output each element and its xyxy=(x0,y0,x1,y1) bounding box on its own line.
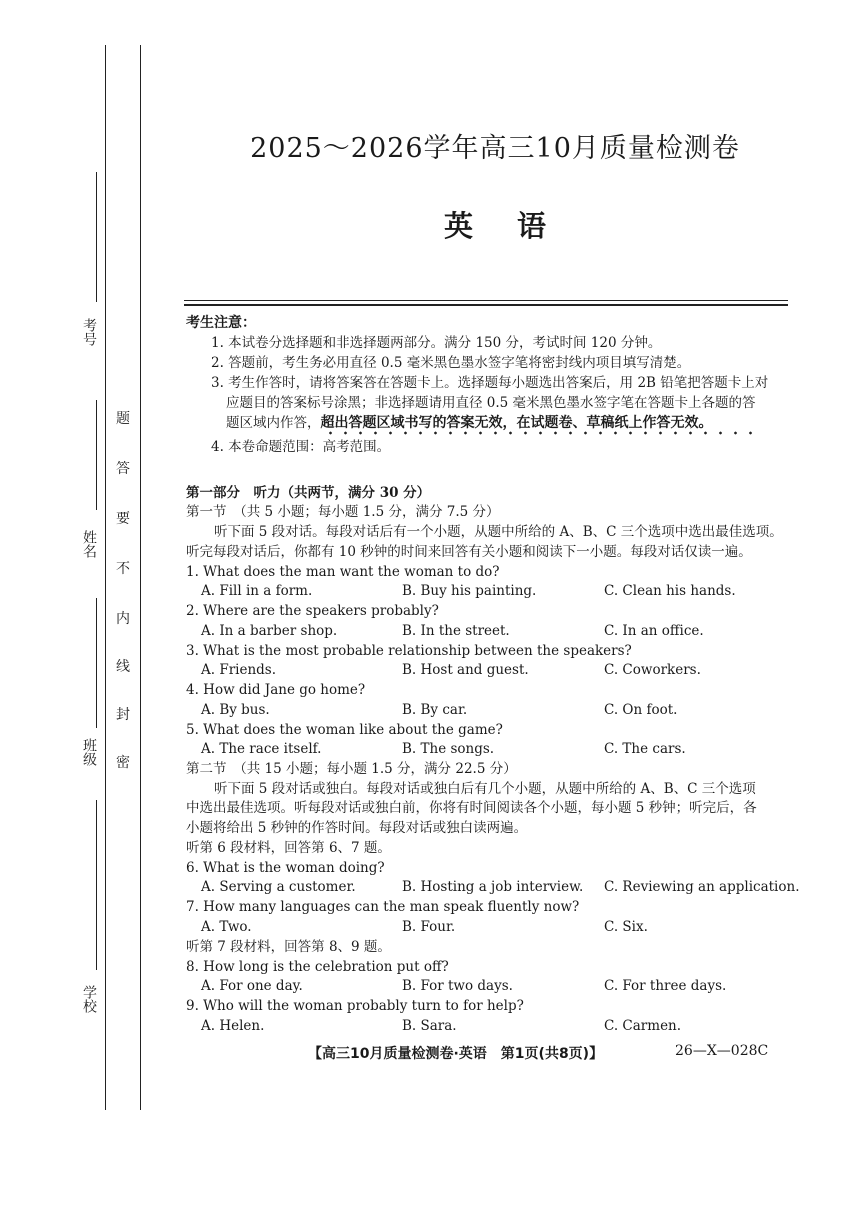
notice-item-3-line-1: 3. 考生作答时，请将答案答在答题卡上。选择题每小题选出答案后，用 2B 铅笔把答题卡上对 xyxy=(211,375,769,391)
seal-line-left xyxy=(105,45,106,1110)
question-1-option-c[interactable]: C. Clean his hands. xyxy=(604,583,736,599)
notice-item-4: 4. 本卷命题范围：高考范围。 xyxy=(211,439,391,455)
question-9-option-b[interactable]: B. Sara. xyxy=(402,1018,457,1034)
notice-item-1: 1. 本试卷分选择题和非选择题两部分。满分 150 分，考试时间 120 分钟。 xyxy=(211,335,662,351)
question-3-option-a[interactable]: A. Friends. xyxy=(201,662,277,678)
question-7: 7. How many languages can the man speak fluently now? xyxy=(186,899,580,915)
question-2-option-c[interactable]: C. In an office. xyxy=(604,623,704,639)
question-4: 4. How did Jane go home? xyxy=(186,682,366,698)
seal-char-4: 不 xyxy=(116,561,130,577)
class-blank[interactable] xyxy=(96,598,97,728)
question-6-option-c[interactable]: C. Reviewing an application. xyxy=(604,879,800,895)
name-blank[interactable] xyxy=(96,400,97,510)
exam-number-blank[interactable] xyxy=(96,172,97,302)
question-5-option-b[interactable]: B. The songs. xyxy=(402,741,495,757)
question-5: 5. What does the woman like about the game? xyxy=(186,722,503,738)
question-9-option-c[interactable]: C. Carmen. xyxy=(604,1018,682,1034)
notice-item-3-normal: 题区域内作答， xyxy=(226,415,321,431)
question-5-option-c[interactable]: C. The cars. xyxy=(604,741,686,757)
question-8-option-c[interactable]: C. For three days. xyxy=(604,978,727,994)
paper-code: 26—X—028C xyxy=(675,1043,769,1059)
notice-item-3-line-2: 应题目的答案标号涂黑；非选择题请用直径 0.5 毫米黑色墨水签字笔在答题卡上各题的答 xyxy=(226,395,756,411)
notice-item-3-line-3 xyxy=(226,413,713,433)
section2-intro-line-3: 小题将给出 5 秒钟的作答时间。每段对话或独白读两遍。 xyxy=(186,820,528,836)
question-2: 2. Where are the speakers probably? xyxy=(186,603,439,619)
seal-char-6: 线 xyxy=(116,659,130,675)
section1-intro-line-2: 听完每段对话后，你都有 10 秒钟的时间来回答有关小题和阅读下一小题。每段对话仅读一遍。 xyxy=(186,544,752,560)
seal-char-1: 题 xyxy=(116,411,130,427)
question-4-option-a[interactable]: A. By bus. xyxy=(201,702,270,718)
question-1-option-b[interactable]: B. Buy his painting. xyxy=(402,583,537,599)
section1-intro-line-1: 听下面 5 段对话。每段对话后有一个小题，从题中所给的 A、B、C 三个选项中选出最佳选项。 xyxy=(214,524,783,540)
question-7-option-a[interactable]: A. Two. xyxy=(201,919,252,935)
part1-heading: 第一部分 听力（共两节，满分 30 分） xyxy=(186,485,431,501)
seal-char-2: 答 xyxy=(116,461,130,477)
notice-item-2: 2. 答题前，考生务必用直径 0.5 毫米黑色墨水签字笔将密封线内项目填写清楚。 xyxy=(211,355,691,371)
name-label: 姓名 xyxy=(81,530,97,558)
section2-intro-line-1: 听下面 5 段对话或独白。每段对话或独白后有几个小题，从题中所给的 A、B、C 三个选项 xyxy=(214,781,756,797)
school-blank[interactable] xyxy=(96,800,97,970)
seal-line-right xyxy=(140,45,141,1110)
question-9-option-a[interactable]: A. Helen. xyxy=(201,1018,265,1034)
question-7-option-b[interactable]: B. Four. xyxy=(402,919,456,935)
page-footer: 【高三10月质量检测卷·英语 第1页(共8页)】 xyxy=(308,1046,604,1062)
question-5-option-a[interactable]: A. The race itself. xyxy=(201,741,322,757)
material-6-note: 听第 6 段材料，回答第 6、7 题。 xyxy=(186,840,391,856)
question-3-option-c[interactable]: C. Coworkers. xyxy=(604,662,701,678)
material-7-note: 听第 7 段材料，回答第 8、9 题。 xyxy=(186,939,391,955)
school-label: 学校 xyxy=(81,985,97,1013)
exam-number-label: 考号 xyxy=(81,318,97,346)
header-rule-thick xyxy=(184,304,788,306)
seal-char-8: 密 xyxy=(116,755,130,771)
question-6-option-a[interactable]: A. Serving a customer. xyxy=(201,879,356,895)
question-3: 3. What is the most probable relationship between the speakers? xyxy=(186,643,632,659)
emphasis-dots xyxy=(323,431,763,435)
header-rule-thin xyxy=(184,300,788,301)
subject-title: 英语 xyxy=(443,209,590,243)
question-3-option-b[interactable]: B. Host and guest. xyxy=(402,662,529,678)
section2-intro-line-2: 中选出最佳选项。听每段对话或独白前，你将有时间阅读各个小题，每小题 5 秒钟；听完后，各 xyxy=(186,800,757,816)
notice-heading: 考生注意： xyxy=(186,315,256,331)
seal-char-7: 封 xyxy=(116,707,130,723)
question-8-option-b[interactable]: B. For two days. xyxy=(402,978,513,994)
question-1-option-a[interactable]: A. Fill in a form. xyxy=(201,583,313,599)
question-2-option-a[interactable]: A. In a barber shop. xyxy=(201,623,338,639)
question-4-option-b[interactable]: B. By car. xyxy=(402,702,468,718)
question-1: 1. What does the man want the woman to do? xyxy=(186,564,500,580)
question-6-option-b[interactable]: B. Hosting a job interview. xyxy=(402,879,584,895)
seal-char-5: 内 xyxy=(116,611,130,627)
question-4-option-c[interactable]: C. On foot. xyxy=(604,702,678,718)
notice-item-3-emphasis: 超出答题区域书写的答案无效，在试题卷、草稿纸上作答无效。 xyxy=(320,415,713,431)
question-8-option-a[interactable]: A. For one day. xyxy=(201,978,303,994)
question-7-option-c[interactable]: C. Six. xyxy=(604,919,648,935)
section2-heading: 第二节 （共 15 小题；每小题 1.5 分，满分 22.5 分） xyxy=(186,761,517,777)
question-6: 6. What is the woman doing? xyxy=(186,860,385,876)
question-9: 9. Who will the woman probably turn to for help? xyxy=(186,998,524,1014)
question-8: 8. How long is the celebration put off? xyxy=(186,959,449,975)
class-label: 班级 xyxy=(81,738,97,766)
exam-title: 2025～2026学年高三10月质量检测卷 xyxy=(250,133,740,164)
seal-char-3: 要 xyxy=(116,511,130,527)
question-2-option-b[interactable]: B. In the street. xyxy=(402,623,510,639)
section1-heading: 第一节 （共 5 小题；每小题 1.5 分，满分 7.5 分） xyxy=(186,504,500,520)
